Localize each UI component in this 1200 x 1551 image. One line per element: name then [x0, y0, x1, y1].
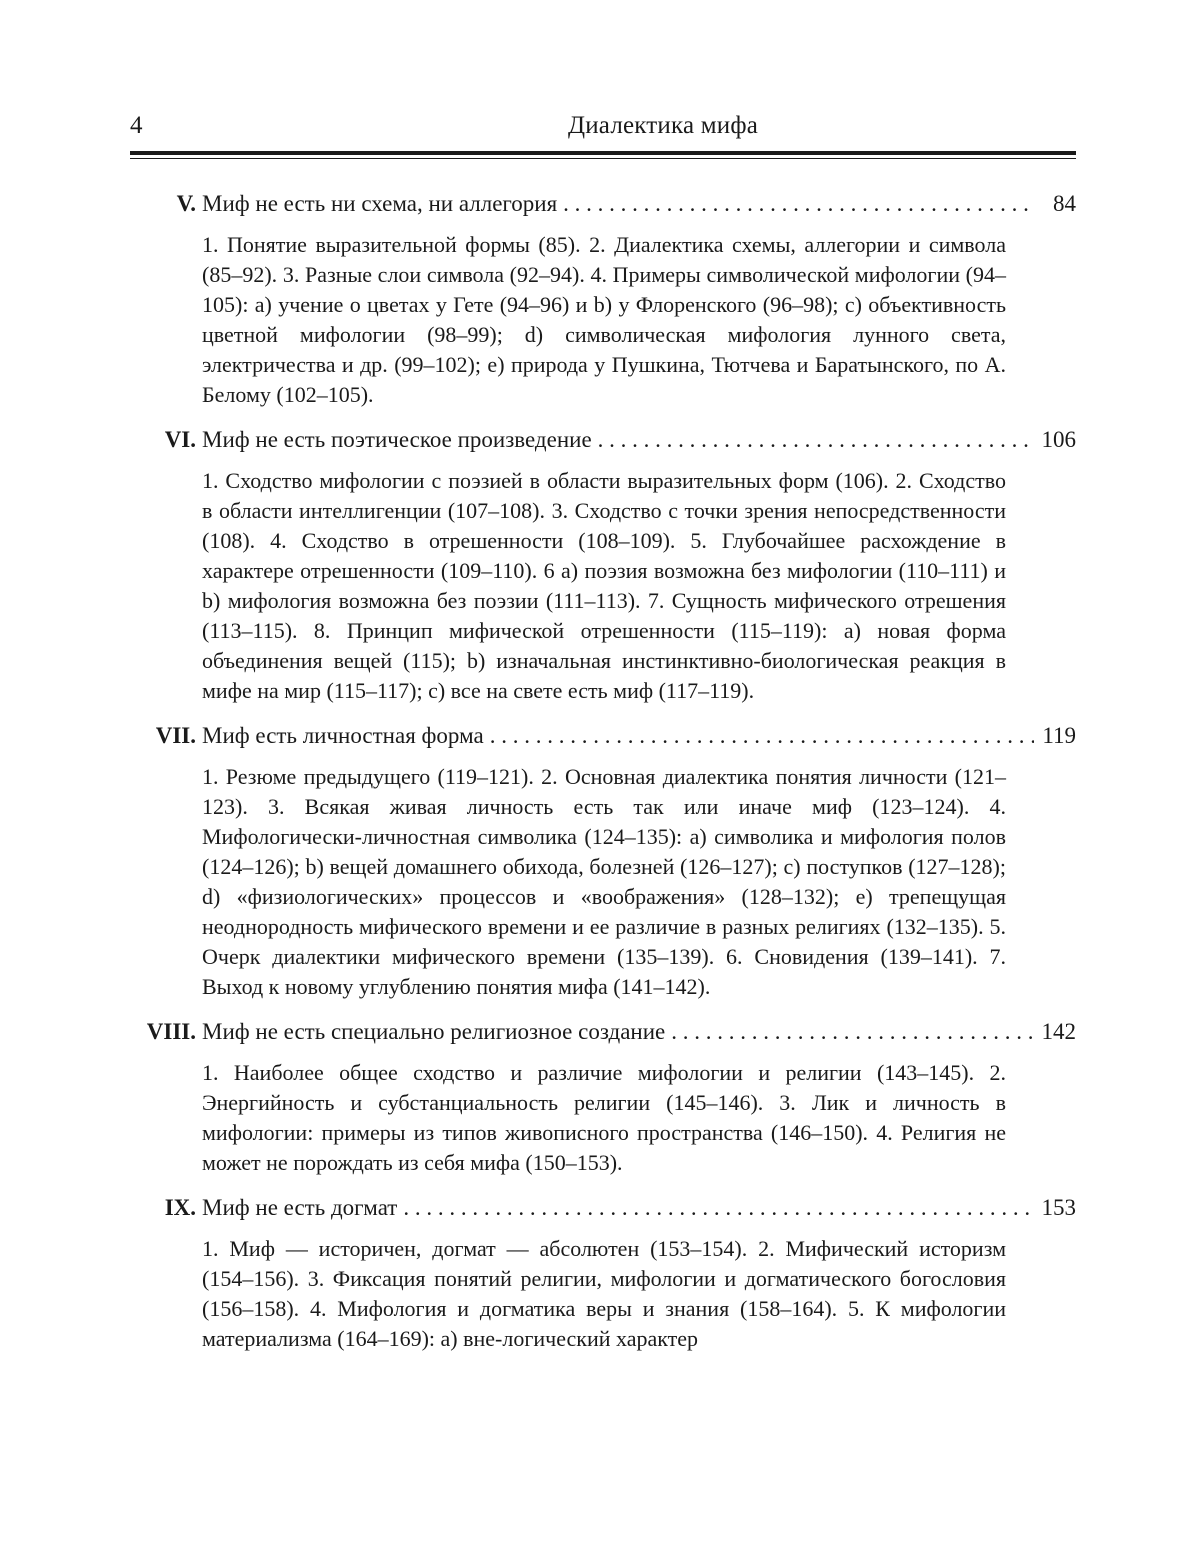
toc-entry-heading [130, 1192, 1076, 1224]
chapter-summary: 1. Понятие выразительной формы (85). 2. Диалектика схемы, аллегории и символа (85–92). 3. Разные слои символа (92–94). 4. Примеры символической мифологии (94–105): a) учение о цветах у Гете (94–96) и b) у Флоренского (96–98); c) объективность цветной мифологии (98–99); d) символическая мифология лунного света, электричества и др. (99–102); e) природа у Пушкина, Тютчева и Баратынского, по А. Белому (102–105). [202, 232, 1006, 407]
toc-section-vi [130, 424, 1076, 706]
chapter-numeral: VI. [164, 427, 196, 452]
toc-section-ix [130, 1192, 1076, 1354]
chapter-page-number: 153 [1041, 1195, 1076, 1220]
chapter-summary: 1. Сходство мифологии с поэзией в области выразительных форм (106). 2. Сходство в области интеллигенции (107–108). 3. Сходство с точки зрения непосредственности (108). 4. Сходство в отрешенности (108–109). 5. Глубочайшее расхождение в характере отрешенности (109–110). 6 a) поэзия возможна без мифологии (110–111) и b) мифология возможна без поэзии (111–113). 7. Сущность мифического отрешения (113–115). 8. Принцип мифической отрешенности (115–119): a) новая форма объединения вещей (115); b) изначальная инстинктивно-биологическая реакция в мифе на мир (115–117); c) все на свете есть миф (117–119). [202, 468, 1006, 703]
dot-leader [563, 188, 1034, 220]
toc-section-v [130, 188, 1076, 410]
chapter-summary: 1. Наиболее общее сходство и различие мифологии и религии (143–145). 2. Энергийность и субстанциальность религии (145–146). 3. Лик и личность в мифологии: примеры из типов живописного пространства (146–150). 4. Религия не может не порождать из себя мифа (150–153). [202, 1060, 1006, 1175]
chapter-summary: 1. Миф — историчен, догмат — абсолютен (153–154). 2. Мифический историзм (154–156). 3. Фиксация понятий религии, мифологии и догматического богословия (156–158). 4. Мифология и догматика веры и знания (158–164). 5. К мифологии материализма (164–169): a) вне-логический характер [202, 1236, 1006, 1351]
chapter-page-number: 106 [1041, 427, 1076, 452]
chapter-title: Миф есть личностная форма [202, 723, 484, 748]
toc-entry-heading [130, 424, 1076, 456]
header-rule-thick [130, 151, 1076, 155]
toc-entry-heading [130, 1016, 1076, 1048]
toc-entry-heading [130, 188, 1076, 220]
chapter-numeral: V. [176, 191, 196, 216]
dot-leader [598, 424, 1034, 456]
chapter-title: Миф не есть поэтическое произведение [202, 427, 592, 452]
toc-section-viii [130, 1016, 1076, 1178]
toc-entry-heading [130, 720, 1076, 752]
chapter-page-number: 119 [1042, 723, 1076, 748]
header-rule-thin [130, 158, 1076, 159]
dot-leader [490, 720, 1034, 752]
chapter-title: Миф не есть ни схема, ни аллегория [202, 191, 558, 216]
dot-leader [671, 1016, 1034, 1048]
chapter-title: Миф не есть специально религиозное создание [202, 1019, 666, 1044]
chapter-numeral: VIII. [146, 1019, 196, 1044]
chapter-title: Миф не есть догмат [202, 1195, 398, 1220]
table-of-contents [130, 188, 1076, 1368]
chapter-numeral: VII. [155, 723, 196, 748]
toc-section-vii [130, 720, 1076, 1002]
chapter-summary: 1. Резюме предыдущего (119–121). 2. Основная диалектика понятия личности (121–123). 3. Всякая живая личность есть так или иначе миф (123–124). 4. Мифологически-личностная символика (124–135): a) символика и мифология полов (124–126); b) вещей домашнего обихода, болезней (126–127); c) поступков (127–128); d) «физиологических» процессов и «воображения» (128–132); e) трепещущая неоднородность мифического времени и ее различие в разных религиях (132–135). 5. Очерк диалектики мифического времени (135–139). 6. Сновидения (139–141). 7. Выход к новому углублению понятия мифа (141–142). [202, 764, 1006, 999]
running-header [130, 112, 1076, 152]
chapter-page-number: 142 [1041, 1019, 1076, 1044]
chapter-numeral: IX. [164, 1195, 196, 1220]
page-number: 4 [130, 112, 143, 139]
chapter-page-number: 84 [1053, 191, 1076, 216]
dot-leader [403, 1192, 1034, 1224]
running-title: Диалектика мифа [567, 112, 759, 139]
